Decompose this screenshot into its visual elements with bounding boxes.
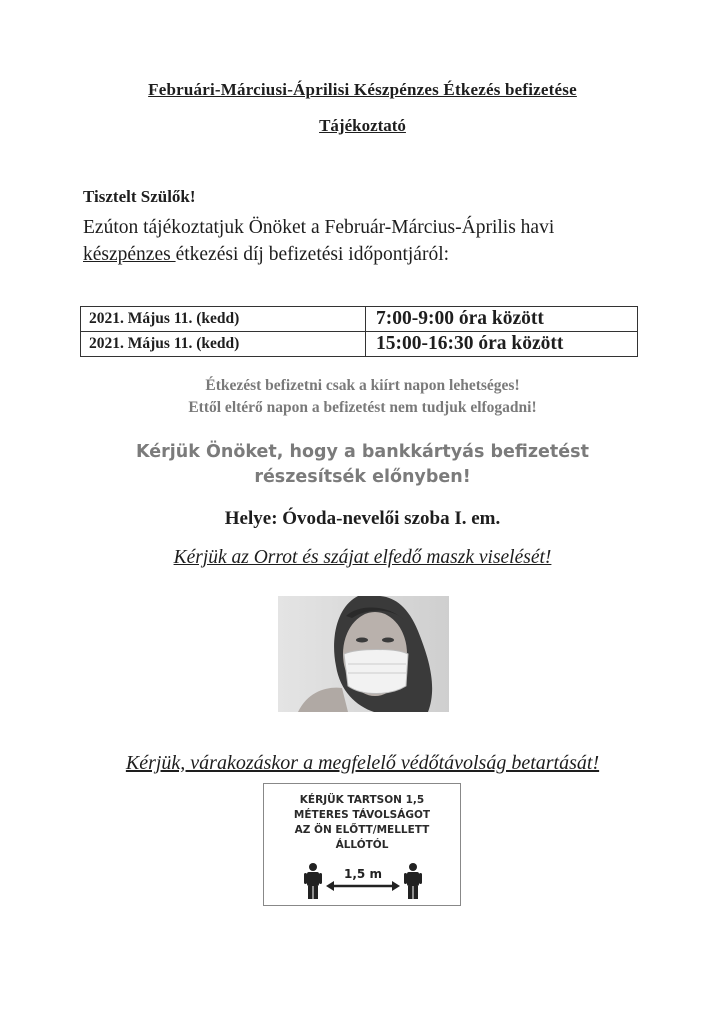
schedule-time: 15:00-16:30 óra között [366,332,638,357]
intro-paragraph [83,214,653,268]
distance-label: 1,5 m [344,867,382,881]
person-distance-icon [300,862,426,900]
masked-woman-photo [278,596,449,712]
document-title: Februári-Márciusi-Áprilisi Készpénzes Étkezés befizetése [148,80,577,99]
schedule-date: 2021. Május 11. (kedd) [81,332,366,357]
schedule-date: 2021. Május 11. (kedd) [81,307,366,332]
sign-line-3: AZ ÖN ELŐTT/MELLETT [294,824,430,836]
table-row [81,332,638,357]
intro-underlined-word: készpénzes [83,244,176,265]
preference-line-1: Kérjük Önöket, hogy a bankkártyás befizetést [136,442,589,462]
document-subtitle: Tájékoztató [319,116,406,135]
table-row [81,307,638,332]
card-payment-preference [0,440,725,490]
payment-place: Helye: Óvoda-nevelői szoba I. em. [224,508,501,529]
intro-line1: Ezúton tájékoztatjuk Önöket a Február-Március-Április havi [83,217,555,238]
distancing-sign [263,783,461,906]
sign-line-1: KÉRJÜK TARTSON 1,5 [299,794,425,806]
mask-notice: Kérjük az Orrot és szájat elfedő maszk viselését! [173,547,552,568]
greeting: Tisztelt Szülők! [83,187,196,206]
sign-line-4: ÁLLÓTÓL [335,839,389,851]
sign-text [264,793,460,853]
sign-line-2: MÉTERES TÁVOLSÁGOT [293,809,431,821]
distance-notice: Kérjük, várakozáskor a megfelelő védőtávolság betartását! [125,752,600,774]
warning-line-1: Étkezést befizetni csak a kiírt napon lehetséges! [205,377,520,394]
schedule-time: 7:00-9:00 óra között [366,307,638,332]
schedule-table [80,306,638,357]
warning-line-2: Ettől eltérő napon a befizetést nem tudjuk elfogadni! [188,399,537,416]
preference-line-2: részesítsék előnyben! [254,467,471,487]
intro-rest: étkezési díj befizetési időpontjáról: [175,244,450,265]
